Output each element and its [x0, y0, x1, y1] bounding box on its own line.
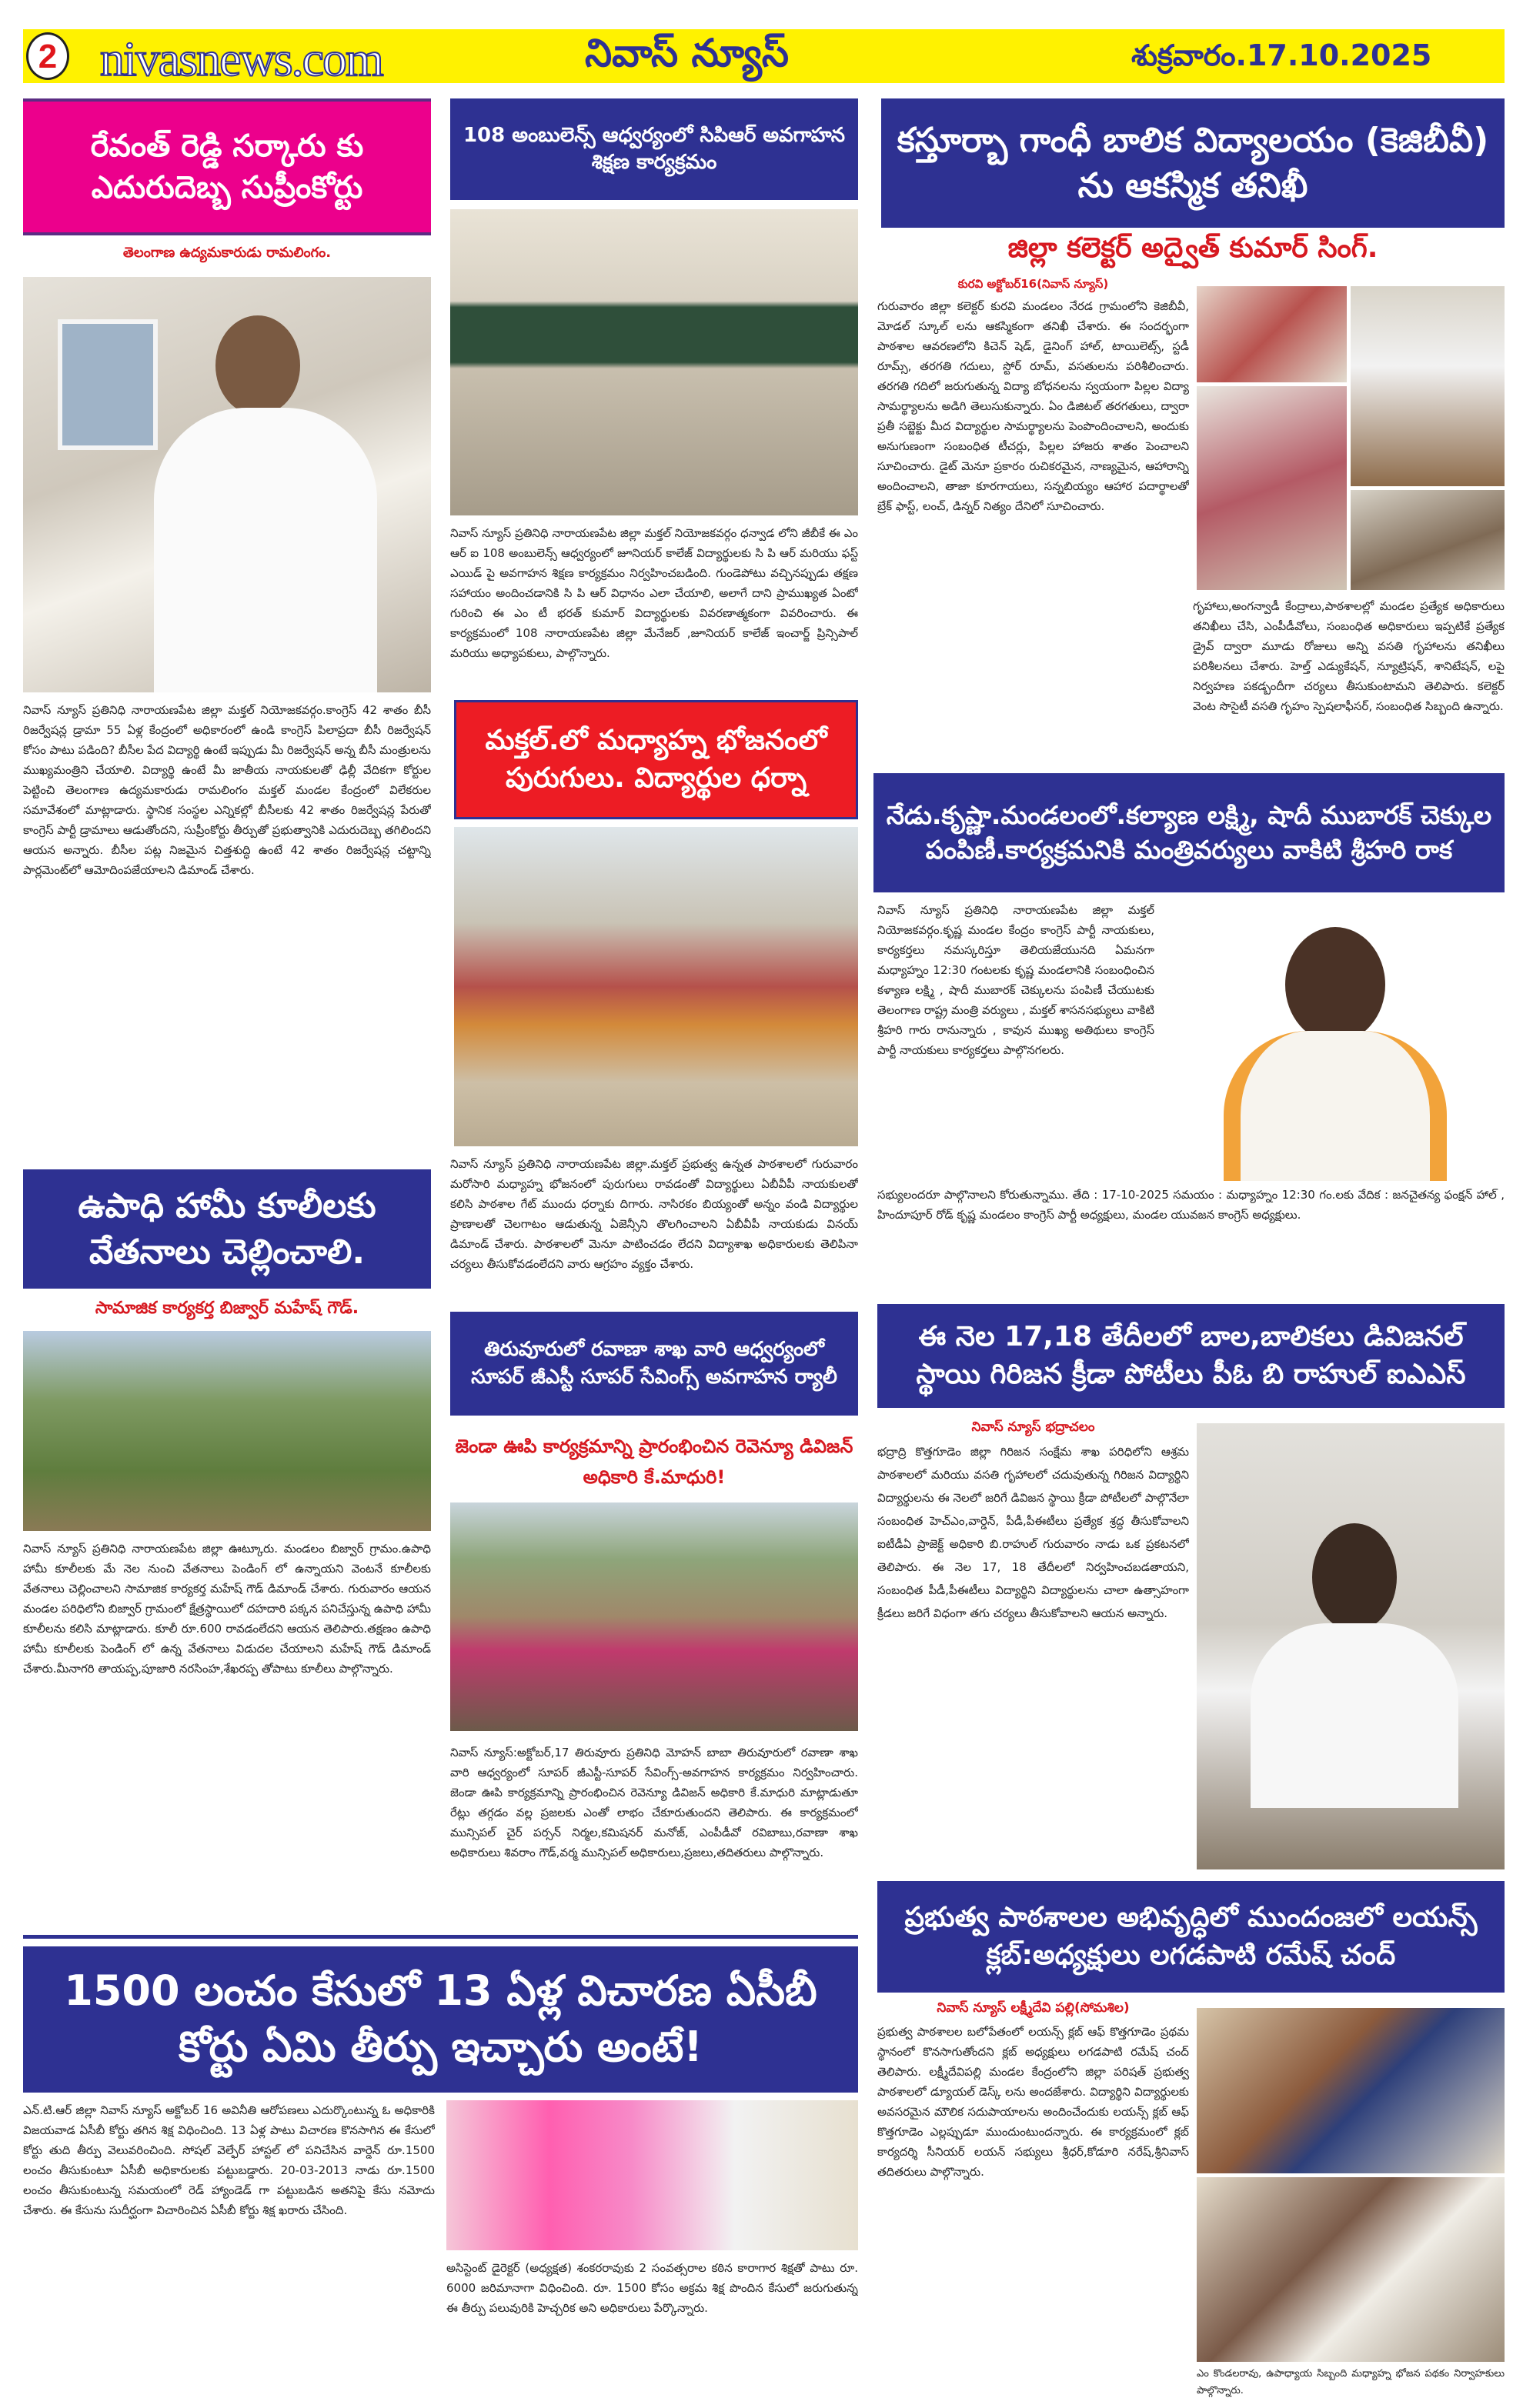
revanth-photo [23, 277, 431, 692]
ambulance-photo [450, 209, 858, 515]
site-name[interactable]: nivasnews.com [100, 32, 382, 86]
page-number: 2 [26, 32, 69, 80]
lancham-body: ఎన్.టి.ఆర్ జిల్లా నివాస్ న్యూస్ అక్టోబర్ 16 అవినీతి ఆరోపణలు ఎదుర్కొంటున్న ఓ అధికారికి విజయవాడ ఏసీబీ కోర్టు తగిన శిక్ష విధించింది. 13 ఏళ్ల పాటు విచారణ కొనసాగిన ఈ కేసులో కోర్టు తుది తీర్పు వెలువరించింది. సోషల్ వెల్ఫేర్ హాస్టల్ లో పనిచేసిన వార్డెన్ రూ.1500 లంచం తీసుకుంటూ ఏసీబీ అధికారులకు పట్టుబడ్డారు. 20-03-2013 నాడు రూ.1500 లంచం తీసుకుంటున్న సమయంలో రెడ్ హ్యాండెడ్ గా పట్టుబడిన అతనిపై కేసు నమోదు చేశారు. ఈ కేసును సుదీర్ఘంగా విచారించిన ఏసీబీ కోర్టు శిక్ష ఖరారు చేసింది. [23, 2103, 435, 2217]
tiruvuru-subtitle: జెండా ఊపి కార్యక్రమాన్ని ప్రారంభించిన రెవెన్యూ డివిజన్ అధికారి కే.మాధురి! [455, 1436, 853, 1488]
lions-photo-2 [1197, 2177, 1505, 2362]
issue-date: శుక్రవారం.17.10.2025 [1131, 38, 1432, 72]
upadhi-subtitle: సామాజిక కార్యకర్త బిజ్వార్ మహేష్ గౌడ్. [95, 1299, 359, 1318]
lancham-body-2: అసిస్టెంట్ డైరెక్టర్ (అధ్యక్షత) శంకరరావుకు 2 సంవత్సరాల కఠిన కారాగార శిక్షతో పాటు రూ. 6000 జరిమానాగా విధించింది. రూ. 1500 కోసం అక్రమ శిక్ష పొందిన కేసులో జరుగుతున్న ఈ తీర్పు పలువురికి హెచ్చరిక అని అధికారులు పేర్కొన్నారు. [446, 2261, 858, 2315]
maktal-body: నివాస్ న్యూస్ ప్రతినిధి నారాయణపేట జిల్లా.మక్తల్ ప్రభుత్వ ఉన్నత పాఠశాలలో గురువారం మరోసారి మధ్యాహ్న భోజనంలో పురుగులు రావడంతో విద్యార్థులు ఏబీవీపీ నాయకులతో కలిసి పాఠశాల గేట్ ముందు ధర్నాకు దిగారు. నాసిరకం బియ్యంతో అన్నం వండి విద్యార్థుల ప్రాణాలతో చెలగాటం ఆడుతున్న ఏజెన్సీని తొలగించాలని ఏబీవీపీ నాయకుడు వినయ్ డిమాండ్ చేశారు. పాఠశాలలో మెనూ పాటించడం లేదని విద్యాశాఖ అధికారులకు తెలిపినా చర్యలు తీసుకోవడంలేదని వారు ఆగ్రహం వ్యక్తం చేశారు. [450, 1157, 858, 1271]
lions-dateline: నివాస్ న్యూస్ లక్ష్మీదేవి పల్లి(సోమశిల) [937, 2000, 1130, 2016]
revanth-headline: రేవంత్ రెడ్డి సర్కారు కు ఎదురుదెబ్బ సుప్రీంకోర్టు [23, 98, 431, 235]
kgbv-headline: కస్తూర్బా గాంధీ బాలిక విద్యాలయం (కెజిబీవీ) ను ఆకస్మిక తనిఖీ [881, 98, 1505, 228]
sports-body: భద్రాద్రి కొత్తగూడెం జిల్లా గిరిజన సంక్షేమ శాఖ పరిధిలోని ఆశ్రమ పాఠశాలలో మరియు వసతి గృహాలలో చదువుతున్న గిరిజన విద్యార్థిని విద్యార్థులను ఈ నెలలో జరిగే డివిజన స్థాయి క్రీడా పోటీలలో పాల్గొనేలా సంబంధిత హెచ్ఎం,వార్డెన్, పీడీ,పీఈటీలు ప్రత్యేక శ్రద్ధ తీసుకోవాలని ఐటీడీఏ ప్రాజెక్ట్ అధికారి బి.రాహుల్ గురువారం నాడు ఒక ప్రకటనలో తెలిపారు. ఈ నెల 17, 18 తేదీలలో నిర్వహించబడతాయని, సంబంధిత పీడీ,పీఈటీలు విద్యార్థిని విద్యార్థులను చాలా ఉత్సాహంగా క్రీడలు జరిగే విధంగా తగు చర్యలు తీసుకోవాలని ఆయన అన్నారు. [877, 1445, 1189, 1620]
person-shirt [154, 408, 377, 692]
person-head [1312, 1523, 1397, 1631]
tiruvuru-photo [450, 1502, 858, 1731]
kgbv-photo-3 [1197, 386, 1347, 590]
lions-caption: ఎం కొండలరావు, ఉపాధ్యాయ సిబ్బంది మధ్యాహ్న భోజన పథకం నిర్వాహకులు పాల్గొన్నారు. [1197, 2368, 1505, 2396]
ambulance-body: నివాస్ న్యూస్ ప్రతినిధి నారాయణపేట జిల్లా మక్తల్ నియోజకవర్గం ధన్వాడ లోని జీబీకే ఈ ఎం ఆర్ ఐ 108 అంబులెన్స్ ఆధ్వర్యంలో జూనియర్ కాలేజ్ విద్యార్థులకు సి పి ఆర్ మరియు ఫస్ట్ ఎయిడ్ పై అవగాహన శిక్షణ కార్యక్రమం నిర్వహించబడింది. గుండెపోటు వచ్చినప్పుడు తక్షణ సహాయం అందించడానికి సి పి ఆర్ విధానం ఎలా చేయాలి, అలాగే దాని ప్రాముఖ్యత ఏంటో గురించి ఈ ఎం టీ భరత్ కుమార్ విద్యార్థులకు వివరణాత్మకంగా వివరించారు. ఈ కార్యక్రమంలో 108 నారాయణపేట జిల్లా మేనేజర్ ,జూనియర్ కాలేజ్ ఇంచార్జ్ ప్రిన్సిపాల్ మరియు అధ్యాపకులు, పాల్గొన్నారు. [450, 526, 858, 660]
lions-body: ప్రభుత్వ పాఠశాలల బలోపేతంలో లయన్స్ క్లబ్ ఆఫ్ కొత్తగూడెం ప్రథమ స్థానంలో కొనసాగుతోందని క్లబ్ అధ్యక్షులు లగడపాటి రమేష్ చంద్ తెలిపారు. లక్ష్మీదేవిపల్లి మండల కేంద్రంలోని జిల్లా పరిషత్ ప్రభుత్వ పాఠశాలలో డ్యూయల్ డెస్క్ లను అందజేశారు. విద్యార్థిని విద్యార్థులకు అవసరమైన మౌలిక సదుపాయాలను అందించేందుకు లయన్స్ క్లబ్ ఆఫ్ కొత్తగూడెం ఎల్లప్పుడూ ముందుంటుందన్నారు. ఈ కార్యక్రమంలో క్లబ్ కార్యదర్శి సీనియర్ లయన్ సభ్యులు శ్రీధర్,కోడూరి నరేష్,శ్రీనివాస్ తదితరులు పాల్గొన్నారు. [877, 2025, 1189, 2179]
lions-photo-1 [1197, 2008, 1505, 2173]
kalyana-photo [1162, 900, 1505, 1181]
paper-name: నివాస్ న్యూస్ [585, 31, 789, 75]
tiruvuru-body: నివాస్ న్యూస్:అక్టోబర్,17 తిరువూరు ప్రతినిధి మోహన్ బాబా తిరువూరులో రవాణా శాఖ వారి ఆధ్వర్యంలో సూపర్ జీఎస్టీ-సూపర్ సేవింగ్స్-అవగాహన కార్యక్రమం నిర్వహించారు. జెండా ఊపి కార్యక్రమాన్ని ప్రారంభించిన రెవెన్యూ డివిజన్ అధికారి కే.మాధురి మాట్లాడుతూ రేట్లు తగ్గడం వల్ల ప్రజలకు ఎంతో లాభం చేకూరుతుందని తెలిపారు. ఈ కార్యక్రమంలో మున్సిపల్ చైర్ పర్సన్ నిర్మల,కమిషనర్ మనోజ్, ఎంపీడీవో రవిబాబు,రవాణా శాఖ అధికారులు శివరాం గౌడ్,వర్మ మున్సిపల్ అధికారులు,ప్రజలు,తదితరులు పాల్గొన్నారు. [450, 1746, 858, 1859]
lancham-photo [446, 2100, 858, 2250]
ambulance-headline: 108 అంబులెన్స్ ఆధ్వర్యంలో సిపిఆర్ అవగాహన శిక్షణ కార్యక్రమం [450, 98, 858, 200]
revanth-subtitle: తెలంగాణ ఉద్యమకారుడు రామలింగం. [122, 245, 332, 261]
sports-headline: ఈ నెల 17,18 తేదీలలో బాల,బాలికలు డివిజనల్ స్థాయి గిరిజన క్రీడా పోటీలు పీఓ బి రాహుల్ ఐఎఎస్ [877, 1304, 1505, 1408]
upadhi-body: నివాస్ న్యూస్ ప్రతినిధి నారాయణపేట జిల్లా ఊట్కూరు. మండలం బిజ్వార్ గ్రామం.ఉపాధి హామీ కూలీలకు మే నెల నుంచి వేతనాలు పెండింగ్ లో ఉన్నాయని వెంటనే కూలీలకు వేతనాలు చెల్లించాలని సామాజిక కార్యకర్త మహేష్ గౌడ్ డిమాండ్ చేశారు. గురువారం ఆయన మండల పరిధిలోని బిజ్వార్ గ్రామంలో క్షేత్రస్థాయిలో దహదారి పక్కన పనిచేస్తున్న ఉపాధి హామీ కూలీలను కలిసి మాట్లాడారు. కూలీ రూ.600 రావడంలేదని ఆయన తెలిపారు.తక్షణం ఉపాధి హామీ కూలీలకు పెండింగ్ లో ఉన్న వేతనాలు విడుదల చేయాలని మహేష్ గౌడ్ డిమాండ్ చేశారు.మీనాగరి తాయప్ప,పూజారి నరసింహ,శేఖరప్ప తోపాటు కూలీలు పాల్గొన్నారు. [23, 1542, 431, 1676]
lions-headline: ప్రభుత్వ పాఠశాలల అభివృద్ధిలో ముందంజలో లయన్స్ క్లబ్:అధ్యక్షులు లగడపాటి రమేష్ చంద్ [877, 1881, 1505, 1993]
kgbv-photo-2 [1351, 286, 1505, 486]
tiruvuru-headline: తిరువూరులో రవాణా శాఖ వారి ఆధ్వర్యంలో సూపర్ జీఎస్టీ సూపర్ సేవింగ్స్ అవగాహన ర్యాలీ [450, 1312, 858, 1416]
maktal-photo [454, 827, 858, 1146]
kgbv-body: గురువారం జిల్లా కలెక్టర్ కురవి మండలం నేరడ గ్రామంలోని కెజిబీవీ, మోడల్ స్కూల్ లను ఆకస్మికంగా తనిఖీ చేశారు. ఈ సందర్భంగా పాఠశాల ఆవరణలోని కిచెన్ షెడ్, డైనింగ్ హాల్, టాయిలెట్స్, స్టడీ రూమ్స్, తరగతి గదులు, స్టోర్ రూమ్, వసతులను పరిశీలించారు. తరగతి గదిలో జరుగుతున్న విద్యా బోధనలను స్వయంగా పిల్లల విద్యా సామర్థ్యాలను అడిగి తెలుసుకున్నారు. ఏం డిజిటల్ తరగతులు, ద్వారా ప్రతీ సబ్జెక్టు మీద విద్యార్థుల సామర్థ్యాలను పెంపొందించాలని, అందుకు అనుగుణంగా సంబంధిత టీచర్లు, పిల్లల హాజరు శాతం పెంచాలని సూచించారు. డైట్ మెనూ ప్రకారం రుచికరమైన, నాణ్యమైన, ఆహారాన్ని అందించాలని, తాజా కూరగాయలు, సన్నబియ్యం ఆహార పదార్థాలతో బ్రేక్ ఫాస్ట్, లంచ్, డిన్నర్ నిత్యం దేనిలో సూచించారు. [877, 299, 1189, 513]
kalyana-headline: నేడు.కృష్ణా.మండలంలో.కల్యాణ లక్ష్మి, షాదీ ముబారక్ చెక్కుల పంపిణీ.కార్యక్రమనికి మంత్రివర్యులు వాకిటి శ్రీహరి రాక [873, 773, 1505, 892]
divider [23, 1935, 858, 1939]
person-shirt [1224, 1031, 1447, 1181]
sports-dateline: నివాస్ న్యూస్ భద్రాచలం [971, 1419, 1095, 1435]
lancham-headline: 1500 లంచం కేసులో 13 ఏళ్ల విచారణ ఏసీబీ కోర్టు ఏమి తీర్పు ఇచ్చారు అంటే! [23, 1946, 858, 2093]
maktal-headline: మక్తల్.లో మధ్యాహ్న భోజనంలో పురుగులు. విద్యార్థుల ధర్నా [454, 700, 858, 819]
kgbv-dateline: కురవి అక్టోబర్16(నివాస్ న్యూస్) [957, 277, 1109, 291]
kgbv-subtitle: జిల్లా కలెక్టర్ అద్వైత్ కుమార్ సింగ్. [1007, 232, 1378, 264]
kgbv-body-2: గృహాలు,అంగన్వాడీ కేంద్రాలు,పాఠశాలల్లో మండల ప్రత్యేక అధికారులు తనిఖీలు చేసి, ఎంపీడీవోలు, సంబంధిత అధికారులు ఇప్పటికే ప్రత్యేక డ్రైవ్ ద్వారా మూడు రోజులు అన్ని వసతి గృహాలను తనిఖీలు పరిశీలనలు చేశారు. హెల్త్ ఎడ్యుకేషన్, న్యూట్రిషన్, శానిటేషన్, లపై నిర్వహణ పకడ్బందీగా చర్యలు తీసుకుంటామని తెలిపారు. కలెక్టర్ వెంట సొసైటీ వసతి గృహం స్పెషలాఫీసర్, సంబంధిత సిబ్బంది ఉన్నారు. [1193, 599, 1505, 713]
kgbv-photo-1 [1197, 286, 1347, 382]
kalyana-body: నివాస్ న్యూస్ ప్రతినిధి నారాయణపేట జిల్లా మక్తల్ నియోజకవర్గం.కృష్ణ మండల కేంద్రం కాంగ్రెస్ పార్టీ నాయకులు, కార్యకర్తలు నమస్కరిస్తూ తెలియజేయునది ఏమనగా మధ్యాహ్నం 12:30 గంటలకు కృష్ణ మండలానికి సంబంధించిన కళ్యాణ లక్ష్మి , షాదీ ముబారక్ చెక్కులను పంపిణీ చేయుటకు తెలంగాణ రాష్ట్ర మంత్రి వర్యులు , మక్తల్ శాసనసభ్యులు వాకిటి శ్రీహరి గారు రానున్నారు , కావున ముఖ్య అతిథులు కాంగ్రెస్ పార్టీ నాయకులు కార్యకర్తలు పాల్గొనగలరు. [877, 903, 1154, 1057]
upadhi-headline: ఉపాధి హామీ కూలీలకు వేతనాలు చెల్లించాలి. [23, 1169, 431, 1289]
sports-photo [1197, 1423, 1505, 1869]
kgbv-photo-4 [1351, 490, 1505, 590]
portrait-frame [58, 319, 158, 450]
upadhi-photo [23, 1331, 431, 1531]
kalyana-body-2: సభ్యులందరూ పాల్గొనాలని కోరుతున్నాము. తేది : 17-10-2025 సమయం : మధ్యాహ్నం 12:30 గం.లకు వేదిక : జనచైతన్య ఫంక్షన్ హాల్ , హిందూపూర్ రోడ్ కృష్ణ మండలం కాంగ్రెస్ పార్టీ అధ్యక్షులు, మండల యువజన కాంగ్రెస్ అధ్యక్షులు. [877, 1188, 1505, 1222]
revanth-body: నివాస్ న్యూస్ ప్రతినిధి నారాయణపేట జిల్లా మక్తల్ నియోజకవర్గం.కాంగ్రెస్ 42 శాతం బీసీ రిజర్వేషన్ల డ్రామా 55 ఏళ్ల కేంద్రంలో అధికారంలో ఉండి కాంగ్రెస్ పిలాప్రదా బీసీ రిజర్వేషన్ కోసం పాటు పడింది? బీసీల పేద విద్యార్థి ఉంటే ఇప్పుడు మీ రిజర్వేషన్ అన్న బీసీ మంత్రులను ముఖ్యమంత్రిని చేయాలి. విద్యార్థి ఉంటే మీ జాతీయ నాయకులతో ఢిల్లీ వేదికగా కోర్టుల పెట్టించి తెలంగాణ ఉద్యమకారుడు రామలింగం మక్తల్ మండల కేంద్రంలో విలేకరుల సమావేశంలో మాట్లాడారు. స్థానిక సంస్థల ఎన్నికల్లో బీసీలకు 42 శాతం రిజర్వేషన్ల పేరుతో కాంగ్రెస్ పార్టీ డ్రామాలు ఆడుతోందని, సుప్రీంకోర్టు తీర్పుతో ప్రభుత్వానికి ఎదురుదెబ్బ తగిలిందని ఆయన అన్నారు. బీసీల పట్ల నిజమైన చిత్తశుద్ధి ఉంటే 42 శాతం రిజర్వేషన్ల చట్టాన్ని పార్లమెంట్‌లో ఆమోదింపజేయాలని డిమాండ్ చేశారు. [23, 703, 431, 877]
person-head [1285, 927, 1385, 1042]
person-shirt [1251, 1623, 1458, 1808]
person-head [215, 315, 300, 415]
